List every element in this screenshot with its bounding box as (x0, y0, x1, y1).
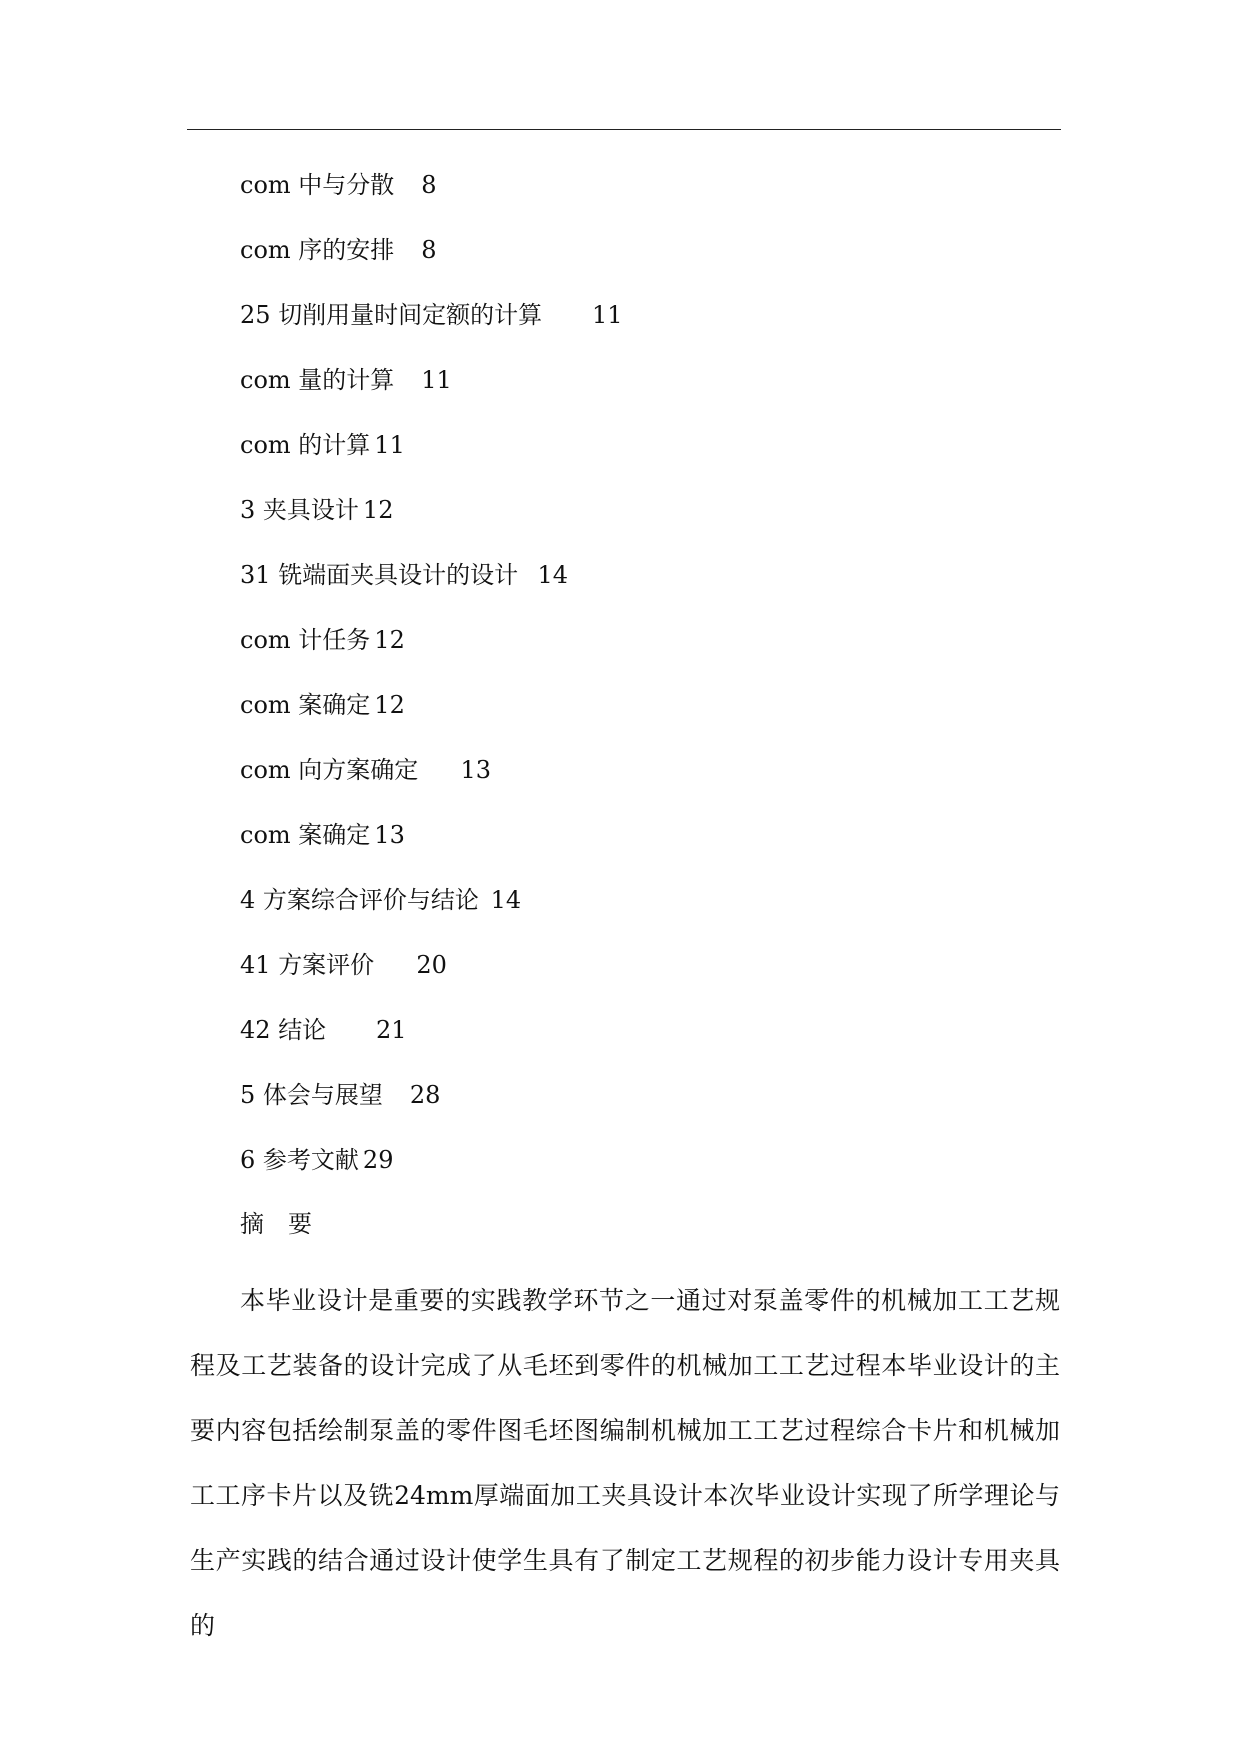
toc-page: 12 (362, 496, 394, 524)
toc-title: 体会与展望 (262, 1081, 383, 1109)
toc-prefix: com (240, 821, 291, 849)
toc-prefix: com (240, 691, 291, 719)
toc-page: 11 (421, 366, 452, 394)
toc-entry (240, 489, 1060, 554)
toc-entry (240, 359, 1060, 424)
toc-page: 11 (374, 431, 405, 459)
toc-page: 20 (416, 951, 447, 979)
toc-entry (240, 424, 1060, 489)
toc-title: 计任务 (298, 626, 371, 654)
toc-title: 方案评价 (278, 951, 375, 979)
toc-entry (240, 164, 1060, 229)
toc-title: 结论 (278, 1016, 327, 1044)
toc-title: 参考文献 (262, 1146, 359, 1174)
toc-title: 向方案确定 (298, 756, 419, 784)
toc-prefix: com (240, 171, 291, 199)
toc-page: 8 (421, 236, 437, 264)
toc-prefix: com (240, 431, 291, 459)
toc-title: 案确定 (298, 821, 371, 849)
toc-page: 21 (375, 1016, 407, 1044)
toc-prefix: 3 (240, 496, 256, 524)
toc-prefix: 4 (240, 886, 256, 914)
toc-title: 夹具设计 (262, 496, 359, 524)
toc-entry (240, 1009, 1060, 1074)
toc-page: 14 (537, 561, 568, 589)
toc-page: 12 (374, 626, 405, 654)
toc-page: 29 (362, 1146, 394, 1174)
toc-entry (240, 879, 1060, 944)
toc-title: 切削用量时间定额的计算 (278, 301, 543, 329)
toc-page: 13 (460, 756, 491, 784)
toc-entry (240, 229, 1060, 294)
toc-entry (240, 1139, 1060, 1204)
toc-entry (240, 554, 1060, 619)
toc-title: 铣端面夹具设计的设计 (278, 561, 519, 589)
toc-entry (240, 684, 1060, 749)
toc-prefix: 41 (240, 951, 271, 979)
toc-page: 8 (421, 171, 437, 199)
toc-title: 量的计算 (298, 366, 395, 394)
toc-title: 中与分散 (298, 171, 395, 199)
toc-title: 的计算 (298, 431, 371, 459)
toc-prefix: 25 (240, 301, 271, 329)
toc-entry (240, 814, 1060, 879)
toc-title: 序的安排 (298, 236, 395, 264)
toc-entry (240, 1074, 1060, 1139)
toc-title: 案确定 (298, 691, 371, 719)
toc-page: 12 (374, 691, 405, 719)
toc-entry (240, 619, 1060, 684)
abstract-body: 本毕业设计是重要的实践教学环节之一通过对泵盖零件的机械加工工艺规程及工艺装备的设计完成了从毛坯到零件的机械加工工艺过程本毕业设计的主要内容包括绘制泵盖的零件图毛坯图编制机械加工工艺过程综合卡片和机械加工工序卡片以及铣24mm厚端面加工夹具设计本次毕业设计实现了所学理论与生产实践的结合通过设计使学生具有了制定工艺规程的初步能力设计专用夹具的 (190, 1286, 1060, 1640)
toc-prefix: com (240, 236, 291, 264)
toc-prefix: com (240, 756, 291, 784)
toc-entry (240, 749, 1060, 814)
toc-title: 方案综合评价与结论 (262, 886, 479, 914)
abstract-heading: 摘 要 (240, 1210, 312, 1238)
toc-prefix: com (240, 626, 291, 654)
toc-entry (240, 944, 1060, 1009)
toc-prefix: 6 (240, 1146, 256, 1174)
toc-page: 13 (374, 821, 405, 849)
header-rule (187, 129, 1061, 130)
toc-page: 14 (490, 886, 522, 914)
toc-prefix: 5 (240, 1081, 256, 1109)
toc-prefix: 31 (240, 561, 271, 589)
toc-prefix: com (240, 366, 291, 394)
toc-page: 11 (591, 301, 623, 329)
toc-page: 28 (409, 1081, 441, 1109)
toc-entry (240, 294, 1060, 359)
table-of-contents (240, 164, 1060, 1204)
toc-prefix: 42 (240, 1016, 271, 1044)
